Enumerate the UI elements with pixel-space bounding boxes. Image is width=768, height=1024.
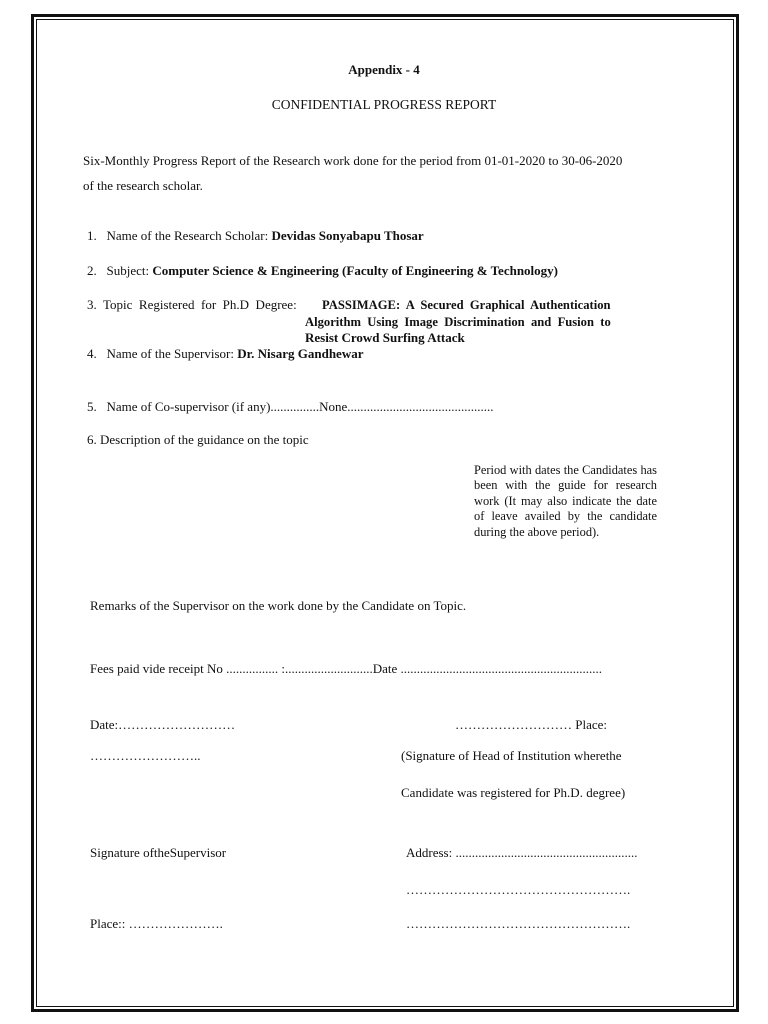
fees-receipt-line: Fees paid vide receipt No ................ :...........................Date ..............................................................: [90, 661, 602, 676]
topic-label: 3. Topic Registered for Ph.D Degree:: [87, 297, 300, 312]
topic-value-line-1: PASSIMAGE: A Secured Graphical Authentication: [322, 298, 611, 312]
supervisor-name: Dr. Nisarg Gandhewar: [237, 346, 364, 361]
subject-label: 2. Subject:: [87, 263, 153, 278]
topic-value-line-2: Algorithm Using Image Discrimination and Fusion to: [305, 315, 611, 329]
hoi-signature-line-2: Candidate was registered for Ph.D. degree): [401, 785, 626, 800]
topic-value-line-3: Resist Crowd Surfing Attack: [305, 330, 465, 345]
item-guidance-description: 6. Description of the guidance on the topic: [87, 432, 309, 447]
scholar-label: 1. Name of the Research Scholar:: [87, 228, 272, 243]
intro-line-2: of the research scholar.: [83, 178, 203, 193]
appendix-heading: Appendix - 4: [348, 62, 420, 77]
date-label: Date:………………………: [90, 717, 236, 732]
hoi-signature-line-1: (Signature of Head of Institution wherethe: [401, 748, 622, 763]
supervisor-signature: Signature oftheSupervisor: [90, 845, 227, 860]
subject-value: Computer Science & Engineering (Faculty of Engineering & Technology): [152, 263, 558, 278]
address-line-3: …………………………………………….: [406, 916, 631, 931]
report-title: CONFIDENTIAL PROGRESS REPORT: [271, 97, 497, 112]
address-line-2: …………………………………………….: [406, 882, 631, 897]
supervisor-label: 4. Name of the Supervisor:: [87, 346, 238, 361]
address-line-1: Address: ........................................................: [406, 845, 638, 860]
supervisor-remarks: Remarks of the Supervisor on the work done by the Candidate on Topic.: [90, 598, 467, 613]
place-left: Place:: ………………….: [90, 916, 223, 931]
period-note: Period with dates the Candidates has been with the guide for research work (It may also indicate the date of leave availed by the candidate during the above period).: [474, 463, 657, 539]
place-right: ……………………… Place:: [455, 717, 608, 732]
item-research-scholar: [87, 228, 424, 244]
scholar-name: Devidas Sonyabapu Thosar: [271, 228, 424, 243]
date-dots: ……………………..: [90, 748, 201, 763]
item-co-supervisor: 5. Name of Co-supervisor (if any)...............None.............................................: [87, 399, 494, 414]
intro-line-1: Six-Monthly Progress Report of the Research work done for the period from 01-01-2020 to 30-06-2020: [83, 153, 623, 168]
item-subject: [87, 263, 558, 279]
item-supervisor: [87, 346, 363, 362]
